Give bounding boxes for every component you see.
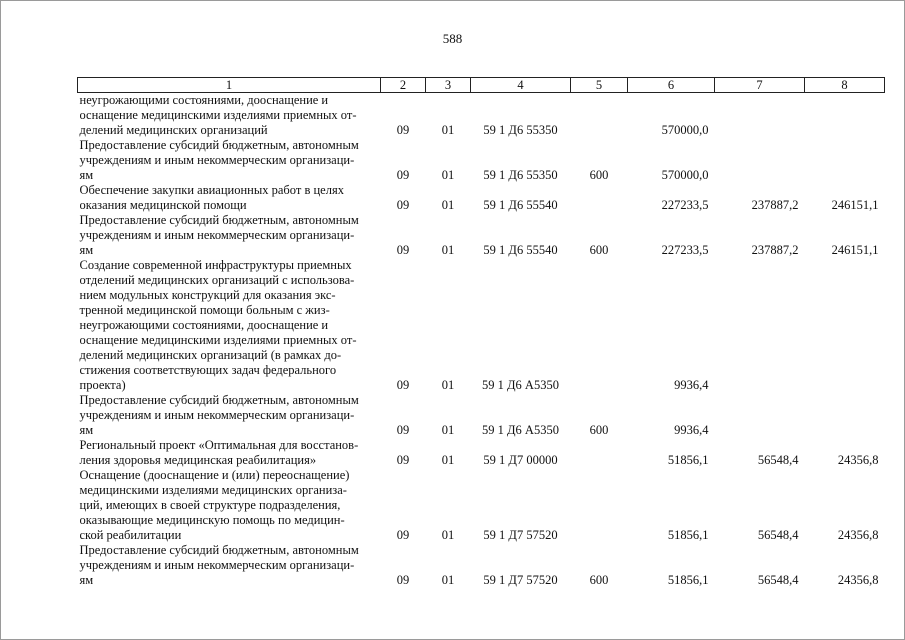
cell-amount-year-1: 51856,1 (667, 528, 709, 542)
cell-amount-year-1: 9936,4 (674, 423, 709, 437)
description-line: оказывающие медицинскую помощь по медицин- (79, 513, 345, 527)
description-line: ской реабилитации (79, 528, 182, 542)
cell-amount-year-2 (715, 93, 805, 139)
cell-amount-year-2: 56548,4 (757, 453, 799, 467)
cell-section: 09 (396, 123, 410, 137)
description-line: ления здоровья медицинская реабилитация» (79, 453, 317, 467)
cell-expense-type (571, 183, 628, 213)
description-line: проекта) (79, 378, 126, 392)
description-line: учреждениям и иным некоммерческим организаци- (79, 408, 355, 422)
cell-amount-year-3 (805, 138, 885, 183)
description-line: Обеспечение закупки авиационных работ в целях (79, 183, 344, 197)
cell-expense-type: 600 (589, 168, 609, 182)
table-row (78, 393, 885, 438)
header-row (78, 78, 885, 93)
cell-target-article: 59 1 Д7 57520 (483, 528, 558, 542)
cell-amount-year-2 (715, 258, 805, 393)
cell-amount-year-2 (715, 393, 805, 438)
row-description (78, 138, 381, 183)
budget-table (77, 77, 885, 588)
description-line: Предоставление субсидий бюджетным, автономным (79, 543, 359, 557)
description-line: Предоставление субсидий бюджетным, автономным (79, 213, 359, 227)
header-col-5: 5 (571, 78, 628, 93)
cell-expense-type (571, 258, 628, 393)
cell-section: 09 (396, 423, 410, 437)
cell-subsection: 01 (441, 198, 455, 212)
cell-amount-year-3: 246151,1 (831, 198, 879, 212)
header-col-3: 3 (426, 78, 471, 93)
header-col-4: 4 (471, 78, 571, 93)
description-line: ям (79, 573, 94, 587)
description-line: отделений медицинских организаций с использова- (79, 273, 355, 287)
row-description (78, 93, 381, 139)
cell-expense-type: 600 (589, 243, 609, 257)
description-line: Создание современной инфраструктуры приемных (79, 258, 352, 272)
description-line: ям (79, 243, 94, 257)
cell-section: 09 (396, 453, 410, 467)
row-description (78, 258, 381, 393)
cell-amount-year-1: 51856,1 (667, 573, 709, 587)
table-row (78, 438, 885, 468)
cell-subsection: 01 (441, 378, 455, 392)
cell-amount-year-1: 227233,5 (661, 243, 709, 257)
description-line: Предоставление субсидий бюджетным, автономным (79, 393, 359, 407)
cell-target-article: 59 1 Д7 00000 (483, 453, 558, 467)
cell-subsection: 01 (441, 168, 455, 182)
table-body (78, 93, 885, 589)
cell-amount-year-1: 9936,4 (674, 378, 709, 392)
page-number: 588 (442, 31, 463, 46)
table-row (78, 543, 885, 588)
cell-expense-type: 600 (589, 423, 609, 437)
description-line: оказания медицинской помощи (79, 198, 247, 212)
cell-amount-year-1: 227233,5 (661, 198, 709, 212)
cell-amount-year-3 (805, 93, 885, 139)
cell-target-article: 59 1 Д6 55540 (483, 198, 558, 212)
description-line: Оснащение (дооснащение и (или) переоснащение) (79, 468, 350, 482)
cell-subsection: 01 (441, 573, 455, 587)
header-col-8: 8 (805, 78, 885, 93)
description-line: оснащение медицинскими изделиями приемных от- (79, 108, 357, 122)
cell-expense-type: 600 (589, 573, 609, 587)
row-description (78, 438, 381, 468)
cell-amount-year-2: 237887,2 (751, 198, 799, 212)
table-row (78, 468, 885, 543)
table-row (78, 183, 885, 213)
description-line: оснащение медицинскими изделиями приемных от- (79, 333, 357, 347)
cell-section: 09 (396, 528, 410, 542)
row-description (78, 183, 381, 213)
cell-expense-type (571, 438, 628, 468)
description-line: Предоставление субсидий бюджетным, автономным (79, 138, 359, 152)
description-line: ям (79, 423, 94, 437)
header-col-1: 1 (78, 78, 381, 93)
description-line: делений медицинских организаций (в рамках до- (79, 348, 342, 362)
row-description (78, 543, 381, 588)
row-description (78, 213, 381, 258)
table-row (78, 258, 885, 393)
description-line: делений медицинских организаций (79, 123, 268, 137)
description-line: тренной медицинской помощи больным с жиз- (79, 303, 330, 317)
cell-section: 09 (396, 168, 410, 182)
cell-subsection: 01 (441, 453, 455, 467)
description-line: неугрожающими состояниями, дооснащение и (79, 318, 329, 332)
cell-expense-type (571, 468, 628, 543)
cell-subsection: 01 (441, 243, 455, 257)
cell-subsection: 01 (441, 423, 455, 437)
cell-amount-year-3: 24356,8 (837, 573, 879, 587)
header-col-2: 2 (381, 78, 426, 93)
description-line: медицинскими изделиями медицинских организа- (79, 483, 347, 497)
cell-section: 09 (396, 378, 410, 392)
table-row (78, 93, 885, 139)
table-row (78, 213, 885, 258)
cell-target-article: 59 1 Д6 55540 (483, 243, 558, 257)
description-line: ям (79, 168, 94, 182)
cell-amount-year-3: 24356,8 (837, 528, 879, 542)
header-col-7: 7 (715, 78, 805, 93)
cell-target-article: 59 1 Д7 57520 (483, 573, 558, 587)
description-line: учреждениям и иным некоммерческим организаци- (79, 558, 355, 572)
cell-target-article: 59 1 Д6 А5350 (482, 378, 559, 392)
cell-amount-year-2 (715, 138, 805, 183)
row-description (78, 468, 381, 543)
cell-amount-year-1: 570000,0 (661, 168, 709, 182)
description-line: неугрожающими состояниями, дооснащение и (79, 93, 329, 107)
cell-amount-year-3 (805, 393, 885, 438)
description-line: стижения соответствующих задач федерального (79, 363, 337, 377)
description-line: учреждениям и иным некоммерческим организаци- (79, 228, 355, 242)
cell-subsection: 01 (441, 123, 455, 137)
cell-subsection: 01 (441, 528, 455, 542)
header-col-6: 6 (628, 78, 715, 93)
cell-amount-year-1: 570000,0 (661, 123, 709, 137)
cell-expense-type (571, 93, 628, 139)
cell-section: 09 (396, 573, 410, 587)
cell-amount-year-1: 51856,1 (667, 453, 709, 467)
description-line: нием модульных конструкций для оказания экс- (79, 288, 336, 302)
cell-amount-year-2: 237887,2 (751, 243, 799, 257)
description-line: учреждениям и иным некоммерческим организаци- (79, 153, 355, 167)
description-line: Региональный проект «Оптимальная для восстанов- (79, 438, 359, 452)
cell-amount-year-3: 24356,8 (837, 453, 879, 467)
cell-section: 09 (396, 198, 410, 212)
table-row (78, 138, 885, 183)
row-description (78, 393, 381, 438)
cell-target-article: 59 1 Д6 55350 (483, 168, 558, 182)
cell-section: 09 (396, 243, 410, 257)
cell-target-article: 59 1 Д6 55350 (483, 123, 558, 137)
cell-amount-year-3: 246151,1 (831, 243, 879, 257)
description-line: ций, имеющих в своей структуре подразделения, (79, 498, 341, 512)
cell-amount-year-2: 56548,4 (757, 528, 799, 542)
cell-amount-year-3 (805, 258, 885, 393)
cell-amount-year-2: 56548,4 (757, 573, 799, 587)
cell-target-article: 59 1 Д6 А5350 (482, 423, 559, 437)
